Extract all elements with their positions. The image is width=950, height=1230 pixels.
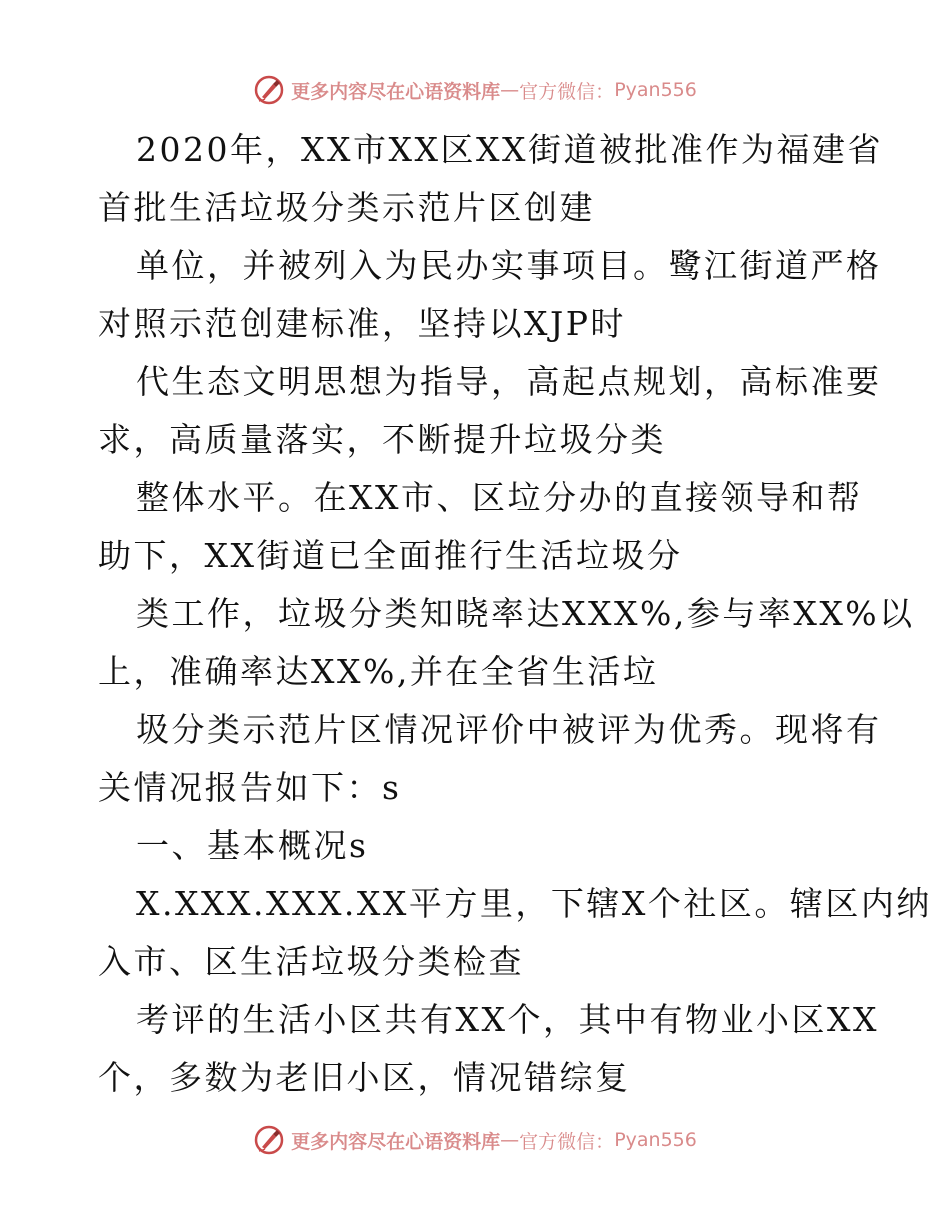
banner-wechat-id: Pyan556 xyxy=(614,79,697,101)
text-line: X.XXX.XXX.XX平方里，下辖X个社区。辖区内纳 xyxy=(136,884,932,923)
footer-banner xyxy=(0,1122,950,1158)
text-line: 求，高质量落实，不断提升垃圾分类 xyxy=(98,420,666,459)
text-line: 个，多数为老旧小区，情况错综复 xyxy=(98,1058,631,1097)
banner-dash: — xyxy=(500,1129,520,1151)
text-line: 首批生活垃圾分类示范片区创建 xyxy=(98,188,595,227)
banner-wechat-label: 官方微信： xyxy=(519,80,615,103)
text-line: 助下，XX街道已全面推行生活垃圾分 xyxy=(98,536,683,575)
text-line: 考评的生活小区共有XX个，其中有物业小区XX xyxy=(136,1000,879,1039)
text-line: 代生态文明思想为指导，高起点规划，高标准要 xyxy=(136,362,882,401)
text-line: 类工作，垃圾分类知晓率达XXX%,参与率XX%以 xyxy=(136,594,915,633)
text-line: 对照示范创建标准，坚持以XJP时 xyxy=(98,304,626,343)
banner-brand-text: 更多内容尽在心语资料库 xyxy=(291,80,501,103)
header-banner xyxy=(0,72,950,108)
text-line: 单位，并被列入为民办实事项目。鹭江街道严格 xyxy=(136,246,882,285)
banner-dash: — xyxy=(500,79,520,101)
banner-brand-text: 更多内容尽在心语资料库 xyxy=(291,1130,501,1153)
pen-logo-icon xyxy=(253,1124,285,1156)
text-line: 关情况报告如下：s xyxy=(98,768,402,807)
text-line: 入市、区生活垃圾分类检查 xyxy=(98,942,524,981)
text-line: 上，准确率达XX%,并在全省生活垃 xyxy=(98,652,659,691)
banner-wechat-id: Pyan556 xyxy=(614,1129,697,1151)
text-line: 一、基本概况s xyxy=(136,826,369,865)
banner-wechat-label: 官方微信： xyxy=(519,1130,615,1153)
pen-logo-icon xyxy=(253,74,285,106)
text-line: 整体水平。在XX市、区垃分办的直接领导和帮 xyxy=(136,478,863,517)
text-line: 2020年，XX市XX区XX街道被批准作为福建省 xyxy=(136,130,883,169)
text-line: 圾分类示范片区情况评价中被评为优秀。现将有 xyxy=(136,710,882,749)
